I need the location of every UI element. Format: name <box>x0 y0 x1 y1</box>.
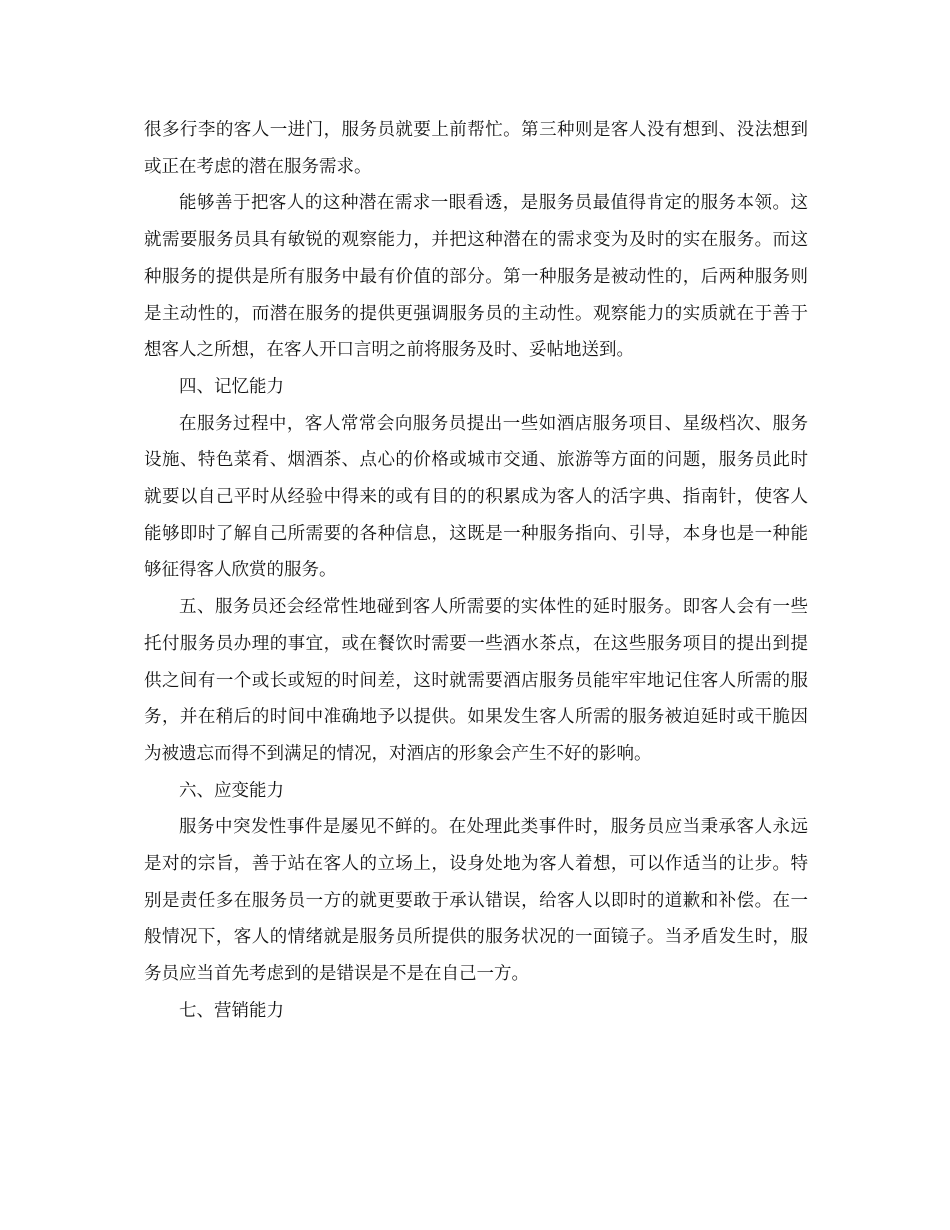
section-heading-memory: 四、记忆能力 <box>179 376 284 397</box>
paragraph-adaptability: 服务中突发性事件是屡见不鲜的。在处理此类事件时，服务员应当秉承客人永远是对的宗旨，善于站在客人的立场上，设身处地为客人着想，可以作适当的让步。特别是责任多在服务员一方的就更要敢于承认错误，给客人以即时的道歉和补偿。在一般情况下，客人的情绪就是服务员所提供的服务状况的一面镜子。当矛盾发生时，服务员应当首先考虑到的是错误是不是在自己一方。 <box>144 817 808 985</box>
paragraph-continuation: 很多行李的客人一进门，服务员就要上前帮忙。第三种则是客人没有想到、没法想到或正在考虑的潜在服务需求。 <box>144 120 808 177</box>
document-body <box>144 112 808 1030</box>
section-heading-marketing: 七、营销能力 <box>179 1000 284 1021</box>
paragraph-observation: 能够善于把客人的这种潜在需求一眼看透，是服务员最值得肯定的服务本领。这就需要服务员具有敏锐的观察能力，并把这种潜在的需求变为及时的实在服务。而这种服务的提供是所有服务中最有价值的部分。第一种服务是被动性的，后两种服务则是主动性的，而潜在服务的提供更强调服务员的主动性。观察能力的实质就在于善于想客人之所想，在客人开口言明之前将服务及时、妥帖地送到。 <box>144 193 808 361</box>
paragraph-memory: 在服务过程中，客人常常会向服务员提出一些如酒店服务项目、星级档次、服务设施、特色菜肴、烟酒茶、点心的价格或城市交通、旅游等方面的问题，服务员此时就要以自己平时从经验中得来的或有目的的积累成为客人的活字典、指南针，使客人能够即时了解自己所需要的各种信息，这既是一种服务指向、引导，本身也是一种能够征得客人欣赏的服务。 <box>144 413 808 581</box>
section-heading-adaptability: 六、应变能力 <box>179 780 284 801</box>
paragraph-delayed-service: 五、服务员还会经常性地碰到客人所需要的实体性的延时服务。即客人会有一些托付服务员办理的事宜，或在餐饮时需要一些酒水茶点，在这些服务项目的提出到提供之间有一个或长或短的时间差，这时就需要酒店服务员能牢牢地记住客人所需的服务，并在稍后的时间中准确地予以提供。如果发生客人所需的服务被迫延时或干脆因为被遗忘而得不到满足的情况，对酒店的形象会产生不好的影响。 <box>144 597 808 764</box>
